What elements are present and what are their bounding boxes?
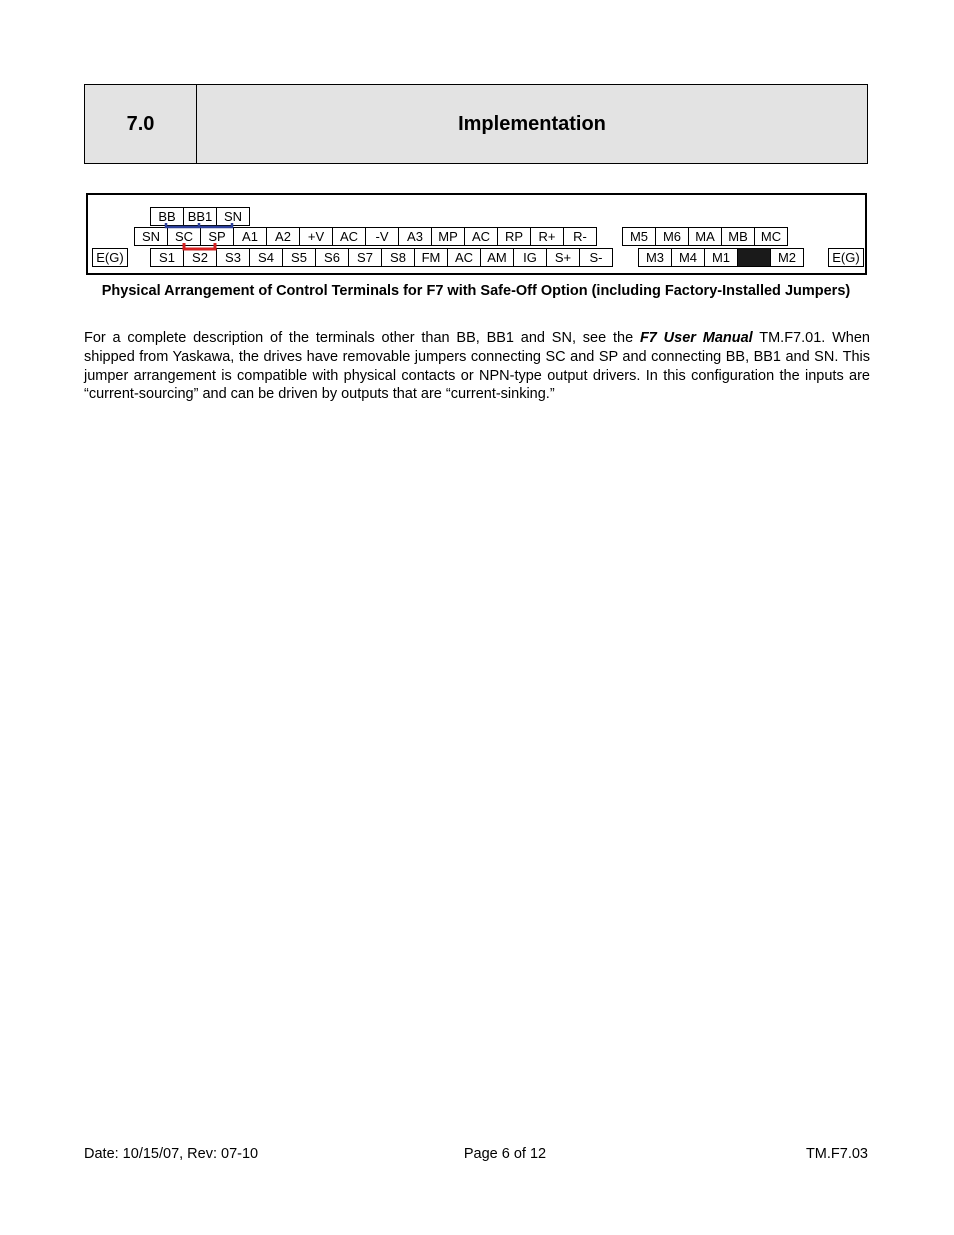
terminal-plus-v: +V: [299, 227, 333, 246]
footer-page-number: Page 6 of 12: [463, 1146, 547, 1162]
terminal-r-plus: R+: [530, 227, 564, 246]
terminal-mc: MC: [754, 227, 788, 246]
terminal-m2: M2: [770, 248, 804, 267]
footer-document-id: TM.F7.03: [805, 1146, 868, 1162]
terminal-ig: IG: [513, 248, 547, 267]
body-paragraph: [84, 329, 870, 404]
terminal-r-minus: R-: [563, 227, 597, 246]
terminal-ground-left: E(G): [92, 248, 128, 267]
terminal-ac-1: AC: [332, 227, 366, 246]
terminal-ground-right: E(G): [828, 248, 864, 267]
terminal-s8: S8: [381, 248, 415, 267]
terminal-bb1: BB1: [183, 207, 217, 226]
terminal-s5: S5: [282, 248, 316, 267]
terminal-a1: A1: [233, 227, 267, 246]
terminal-m4: M4: [671, 248, 705, 267]
terminal-sc: SC: [167, 227, 201, 246]
terminal-s3: S3: [216, 248, 250, 267]
terminal-a2: A2: [266, 227, 300, 246]
terminal-mp: MP: [431, 227, 465, 246]
footer-date-revision: Date: 10/15/07, Rev: 07-10: [84, 1146, 259, 1162]
terminal-am: AM: [480, 248, 514, 267]
user-manual-reference: F7 User Manual: [639, 330, 753, 346]
terminal-rp: RP: [497, 227, 531, 246]
terminal-blank: [737, 248, 771, 267]
terminal-m3: M3: [638, 248, 672, 267]
terminal-m5: M5: [622, 227, 656, 246]
terminal-s6: S6: [315, 248, 349, 267]
terminal-s2: S2: [183, 248, 217, 267]
terminal-s-minus: S-: [579, 248, 613, 267]
paragraph-text-2: TM.F7.01. When shipped from Yaskawa, the drives have removable jumpers connecting SC and SP and connecting BB, BB1 and SN. This jumper arrangement is compatible with physical contacts or NPN-type output drivers. In this configuration the inputs are “current-sourcing” and can be driven by outputs that are “current-sinking.”: [84, 330, 870, 403]
terminal-sn: SN: [134, 227, 168, 246]
terminal-bb: BB: [150, 207, 184, 226]
terminal-fm: FM: [414, 248, 448, 267]
section-number: 7.0: [85, 85, 197, 163]
section-header: [84, 84, 868, 164]
terminal-ma: MA: [688, 227, 722, 246]
terminal-s7: S7: [348, 248, 382, 267]
terminal-a3: A3: [398, 227, 432, 246]
section-title: Implementation: [458, 112, 606, 135]
terminal-minus-v: -V: [365, 227, 399, 246]
terminal-s4: S4: [249, 248, 283, 267]
terminal-sn-top: SN: [216, 207, 250, 226]
terminal-m6: M6: [655, 227, 689, 246]
terminal-sp: SP: [200, 227, 234, 246]
bb-bb1-sn-jumper: [164, 222, 236, 232]
terminal-mb: MB: [721, 227, 755, 246]
terminal-s1: S1: [150, 248, 184, 267]
sc-sp-jumper: [181, 243, 219, 253]
terminal-m1: M1: [704, 248, 738, 267]
figure-caption: Physical Arrangement of Control Terminals for F7 with Safe-Off Option (including Factory-Installed Jumpers): [101, 283, 851, 299]
terminal-ac-2: AC: [464, 227, 498, 246]
terminal-diagram: [86, 193, 867, 275]
paragraph-text-1: For a complete description of the terminals other than BB, BB1 and SN, see the: [84, 330, 640, 346]
terminal-ac-3: AC: [447, 248, 481, 267]
terminal-s-plus: S+: [546, 248, 580, 267]
